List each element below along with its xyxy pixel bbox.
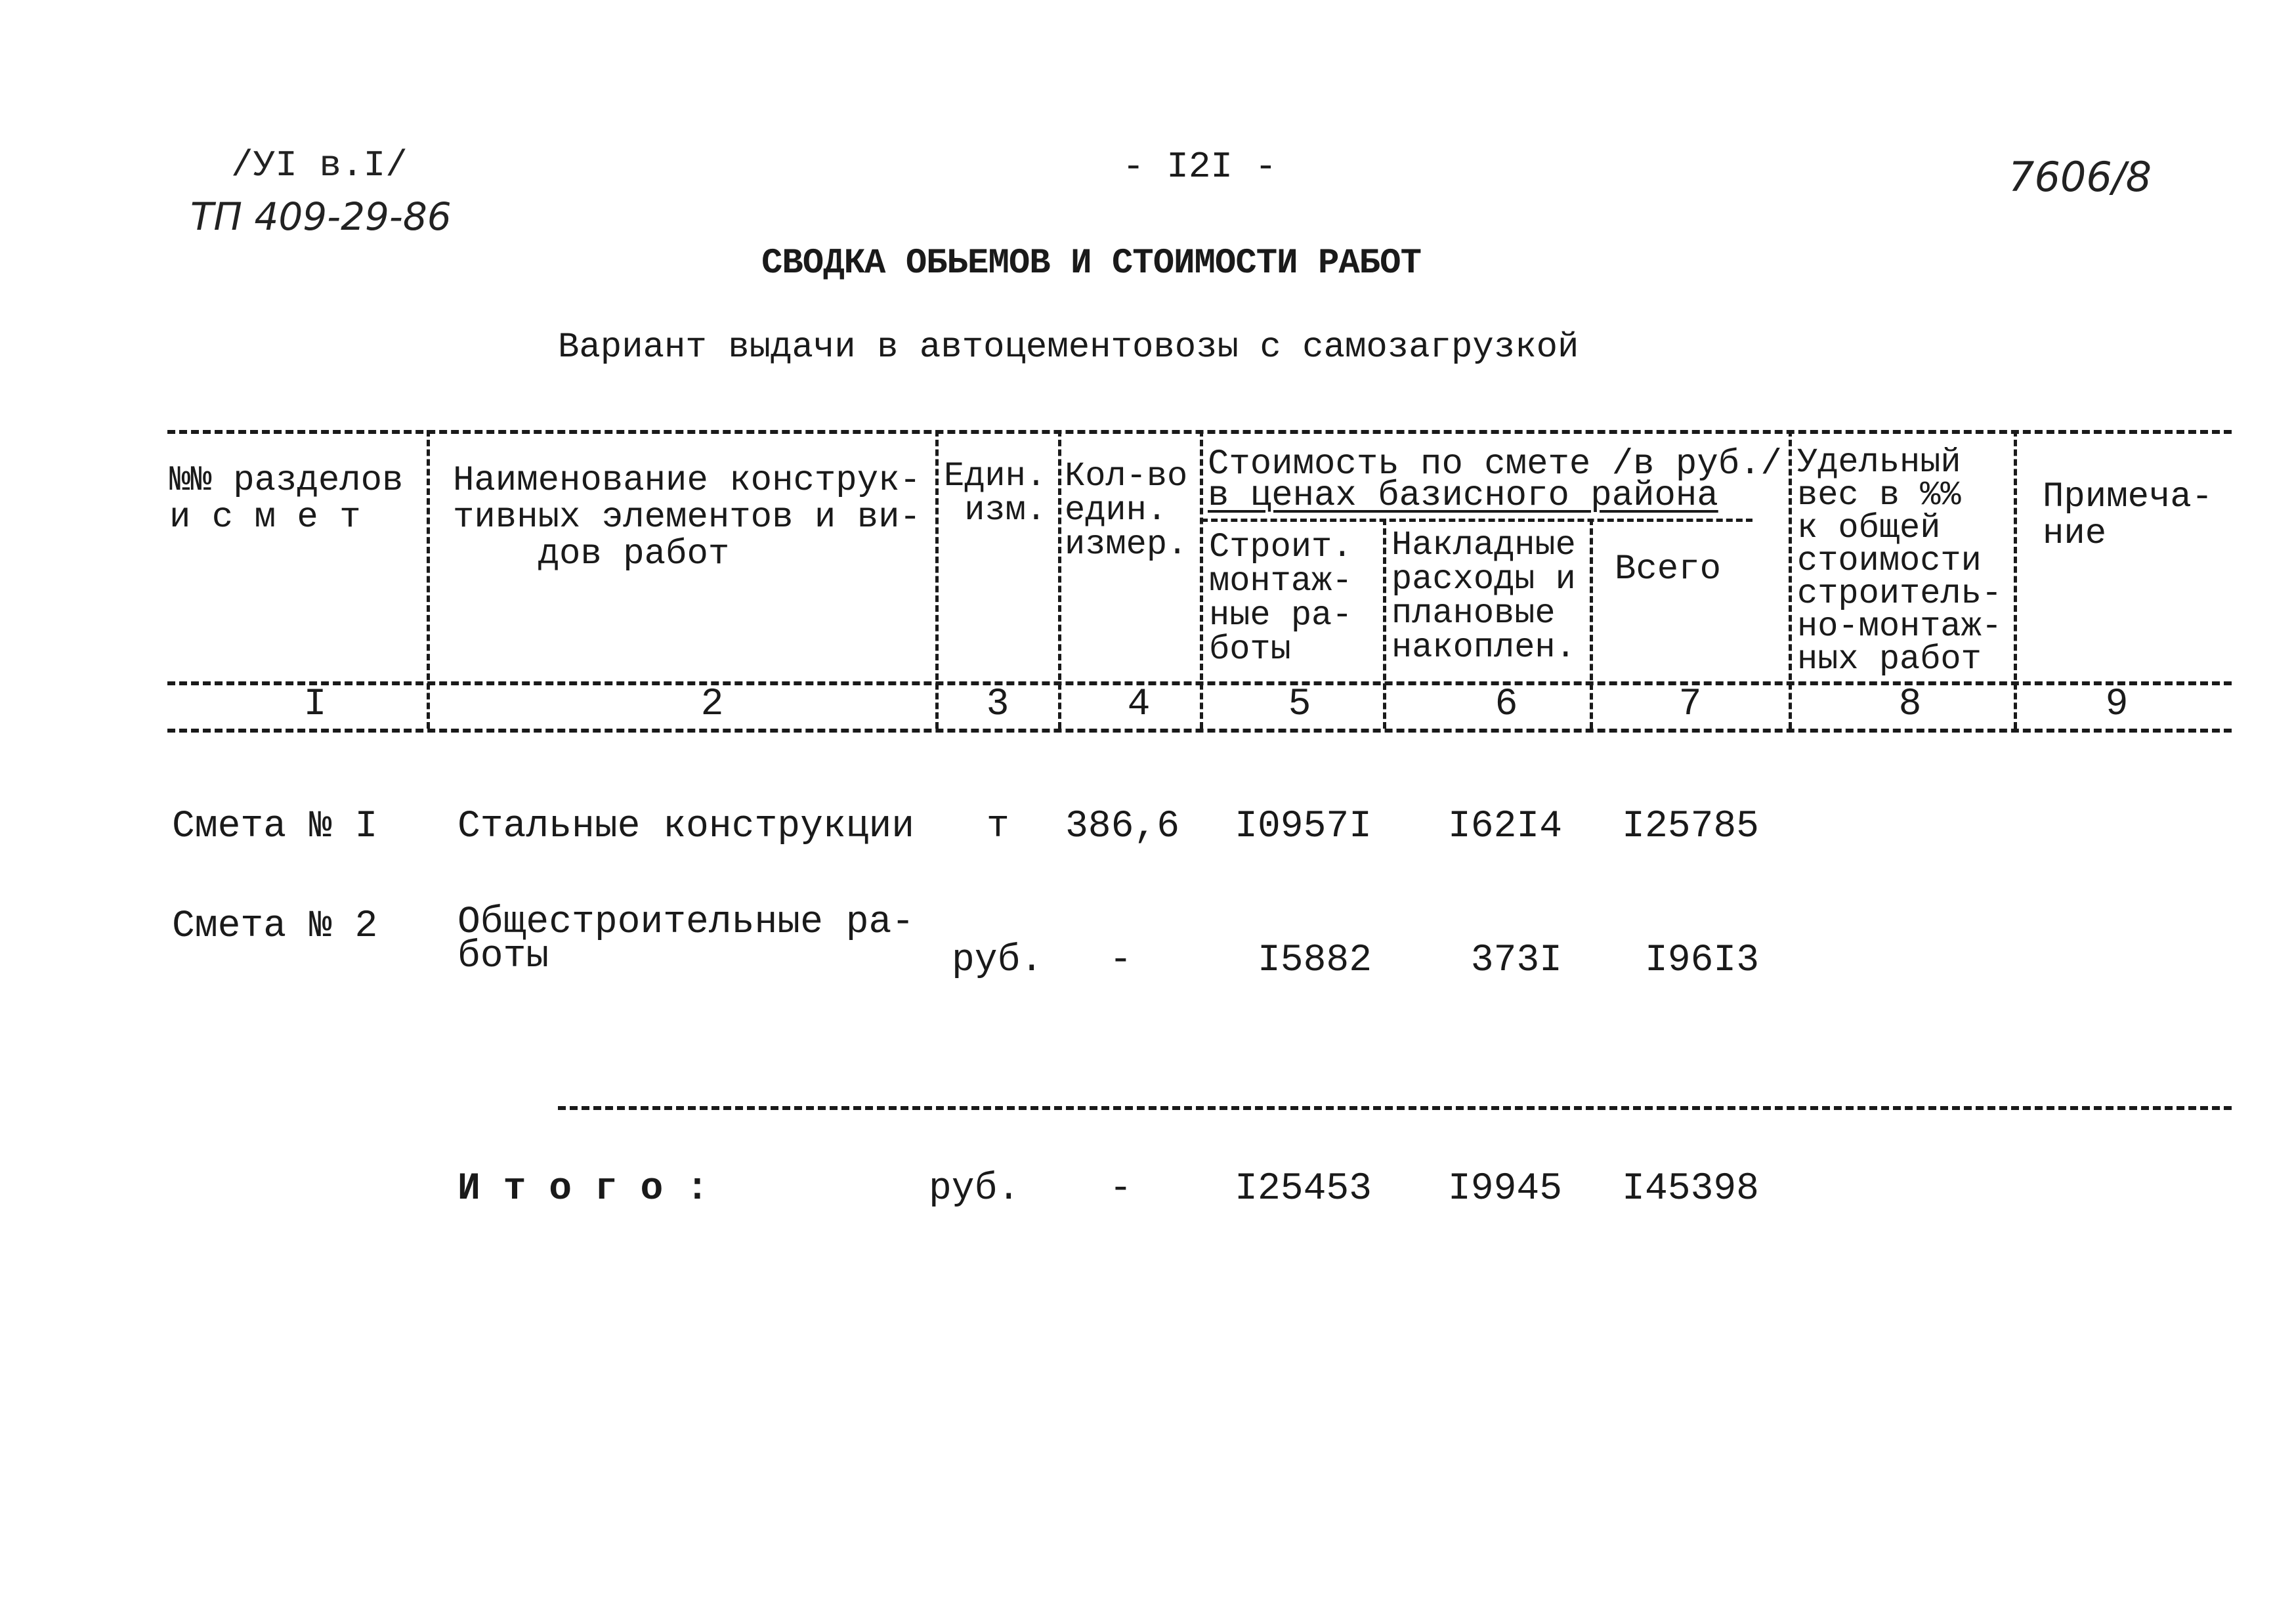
total-construction: I25453 xyxy=(1235,1168,1372,1210)
header-cost-group-line2: в ценах базисного района xyxy=(1208,476,1718,516)
column-number-5: 5 xyxy=(1288,683,1311,726)
header-construction-cost: Строит. монтаж- ные ра- боты xyxy=(1209,528,1353,669)
row1-overhead: I62I4 xyxy=(1447,805,1562,848)
row1-name: Стальные конструкции xyxy=(457,805,915,848)
col-separator-8 xyxy=(2014,430,2017,729)
col-separator-4 xyxy=(1200,430,1203,729)
col-separator-7 xyxy=(1789,430,1792,729)
row2-overhead: 373I xyxy=(1470,939,1562,982)
header-unit: Един. изм. xyxy=(944,457,1047,530)
header-specific-weight: Удельный вес в %% к общей стоимости строитель- но-монтаж- ных работ xyxy=(1797,443,2003,679)
row1-quantity: 386,6 xyxy=(1065,805,1180,848)
row2-total: I96I3 xyxy=(1644,939,1759,982)
column-number-1: I xyxy=(303,683,327,726)
row1-total: I25785 xyxy=(1622,805,1759,848)
total-quantity: - xyxy=(1109,1168,1132,1210)
column-number-9: 9 xyxy=(2105,683,2129,726)
header-element-name: Наименование конструк- тивных элементов и ви- дов работ xyxy=(453,461,921,574)
row1-construction: I0957I xyxy=(1235,805,1372,848)
header-quantity: Кол-во един. измер. xyxy=(1065,457,1188,564)
column-number-3: 3 xyxy=(986,683,1009,726)
column-number-7: 7 xyxy=(1678,683,1702,726)
col-separator-5 xyxy=(1383,519,1386,729)
archive-number: 7606/8 xyxy=(2008,153,2152,201)
total-sum: I45398 xyxy=(1622,1168,1759,1210)
row1-section: Смета № I xyxy=(172,805,378,848)
row2-section: Смета № 2 xyxy=(172,905,378,948)
total-separator-rule xyxy=(558,1106,2232,1110)
col-separator-2 xyxy=(935,430,939,729)
row1-unit: т xyxy=(987,805,1009,848)
header-overhead: Накладные расходы и плановые накоплен. xyxy=(1391,526,1576,667)
column-numbers-bottom-rule xyxy=(167,729,2232,733)
volume-reference: /УI в.I/ xyxy=(231,144,408,186)
col-separator-3 xyxy=(1058,430,1061,729)
project-code: ТП 409-29-86 xyxy=(190,194,452,239)
total-unit: руб. xyxy=(929,1168,1021,1210)
row2-quantity: - xyxy=(1109,939,1132,982)
col-separator-6 xyxy=(1590,519,1593,729)
document-title: СВОДКА ОБЬЕМОВ И СТОИМОСТИ РАБОТ xyxy=(761,244,1421,284)
header-notes: Примеча- ние xyxy=(2043,477,2213,554)
row2-construction: I5882 xyxy=(1257,939,1372,982)
header-sections: №№ разделов и с м е т xyxy=(169,461,404,538)
column-number-8: 8 xyxy=(1898,683,1922,726)
total-overhead: I9945 xyxy=(1447,1168,1562,1210)
cost-subheader-rule xyxy=(1201,519,1752,522)
col-separator-1 xyxy=(427,430,430,729)
header-total: Всего xyxy=(1615,549,1722,589)
column-number-2: 2 xyxy=(700,683,724,726)
row2-unit: руб. xyxy=(952,939,1044,982)
total-label: И т о г о : xyxy=(457,1168,709,1210)
page-number: - I2I - xyxy=(1122,146,1277,188)
column-number-6: 6 xyxy=(1495,683,1518,726)
header-cost-group-line1: Стоимость по смете /в руб./ xyxy=(1208,444,1782,484)
row2-name: Общестроительные ра- боты xyxy=(457,901,915,978)
document-subtitle: Вариант выдачи в автоцементовозы с самозагрузкой xyxy=(558,328,1579,368)
column-number-4: 4 xyxy=(1127,683,1151,726)
